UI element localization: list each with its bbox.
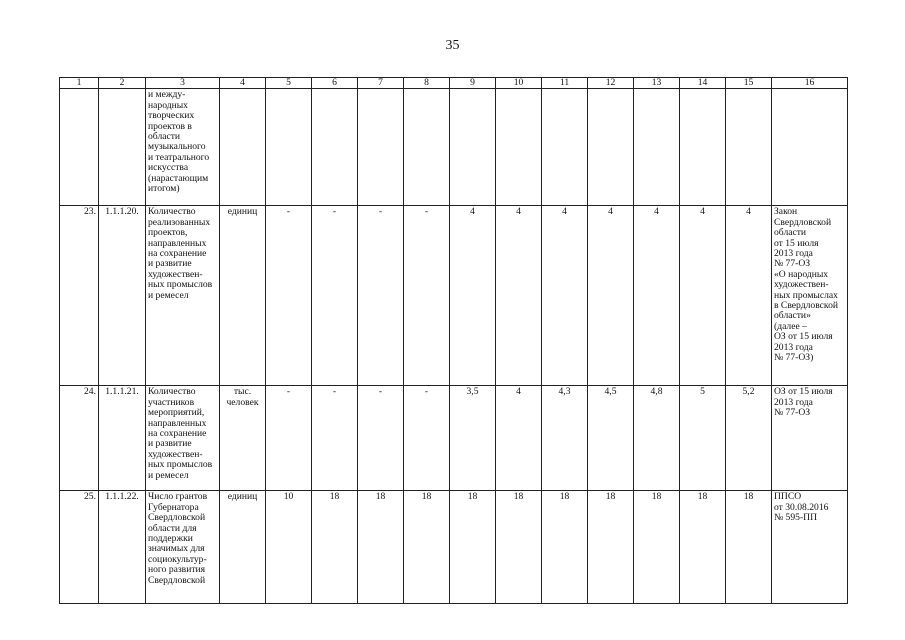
indicators-table xyxy=(59,77,848,604)
table-cell: 18 xyxy=(542,491,588,604)
table-cell xyxy=(680,89,726,206)
table-cell: - xyxy=(358,206,404,386)
column-number: 16 xyxy=(772,78,848,89)
table-cell: 18 xyxy=(450,491,496,604)
column-number: 5 xyxy=(266,78,312,89)
table-cell: 3,5 xyxy=(450,386,496,491)
column-number: 8 xyxy=(404,78,450,89)
column-number: 7 xyxy=(358,78,404,89)
table-cell xyxy=(450,89,496,206)
table-cell: 18 xyxy=(680,491,726,604)
table-cell: - xyxy=(312,386,358,491)
column-number: 10 xyxy=(496,78,542,89)
table-cell: - xyxy=(312,206,358,386)
table-cell: 18 xyxy=(496,491,542,604)
table-cell xyxy=(634,89,680,206)
table-cell: 5 xyxy=(680,386,726,491)
column-number: 2 xyxy=(99,78,146,89)
table-cell: тыс. человек xyxy=(220,386,266,491)
table-cell: ОЗ от 15 июля 2013 года № 77-ОЗ xyxy=(772,386,848,491)
table-cell: 18 xyxy=(404,491,450,604)
table-cell: 4 xyxy=(726,206,772,386)
table-cell: 18 xyxy=(312,491,358,604)
table-cell: ППСО от 30.08.2016 № 595-ПП xyxy=(772,491,848,604)
column-number: 6 xyxy=(312,78,358,89)
table-cell: Закон Свердловской области от 15 июля 2013 года № 77-ОЗ «О народных художествен- ных промыслах в Свердловской области» (далее – ОЗ от 15 июля 2013 года № 77-ОЗ) xyxy=(772,206,848,386)
table-cell: 5,2 xyxy=(726,386,772,491)
table-cell: 4 xyxy=(680,206,726,386)
table-cell: 10 xyxy=(266,491,312,604)
table-cell xyxy=(772,89,848,206)
table-cell xyxy=(588,89,634,206)
table-cell: - xyxy=(404,206,450,386)
table-cell xyxy=(220,89,266,206)
table-cell xyxy=(542,89,588,206)
table-cell: 4,8 xyxy=(634,386,680,491)
table-cell: 1.1.1.20. xyxy=(99,206,146,386)
table-cell: 25. xyxy=(60,491,99,604)
table-cell: 4 xyxy=(496,206,542,386)
table-cell: 24. xyxy=(60,386,99,491)
column-number: 4 xyxy=(220,78,266,89)
table-cell: 4,3 xyxy=(542,386,588,491)
table-cell: и между- народных творческих проектов в области музыкального и театрального искусства (нарастающим итогом) xyxy=(146,89,220,206)
column-number-row xyxy=(60,78,848,89)
table-cell: единиц xyxy=(220,491,266,604)
table-cell: 1.1.1.22. xyxy=(99,491,146,604)
table-cell: 18 xyxy=(634,491,680,604)
column-number: 1 xyxy=(60,78,99,89)
table-row xyxy=(60,206,848,386)
column-number: 9 xyxy=(450,78,496,89)
table-cell: 4 xyxy=(542,206,588,386)
table-cell: 4,5 xyxy=(588,386,634,491)
table-cell: - xyxy=(266,386,312,491)
table-cell xyxy=(266,89,312,206)
table-cell xyxy=(358,89,404,206)
table-cell xyxy=(496,89,542,206)
column-number: 13 xyxy=(634,78,680,89)
table-cell: Количество участников мероприятий, направленных на сохранение и развитие художествен- ных промыслов и ремесел xyxy=(146,386,220,491)
page-number: 35 xyxy=(445,38,460,53)
table-cell: 1.1.1.21. xyxy=(99,386,146,491)
table-cell: - xyxy=(358,386,404,491)
table-row xyxy=(60,491,848,604)
table-cell: 18 xyxy=(358,491,404,604)
table-body xyxy=(60,78,848,604)
table-cell: Количество реализованных проектов, направленных на сохранение и развитие художествен- ных промыслов и ремесел xyxy=(146,206,220,386)
table-row xyxy=(60,386,848,491)
table-cell: - xyxy=(266,206,312,386)
table-cell: 23. xyxy=(60,206,99,386)
table-cell xyxy=(99,89,146,206)
column-number: 14 xyxy=(680,78,726,89)
table-cell xyxy=(726,89,772,206)
table-cell: - xyxy=(404,386,450,491)
column-number: 3 xyxy=(146,78,220,89)
table-cell xyxy=(312,89,358,206)
table-cell: 4 xyxy=(588,206,634,386)
table-cell: 4 xyxy=(634,206,680,386)
table-cell: единиц xyxy=(220,206,266,386)
table-cell: 18 xyxy=(726,491,772,604)
table-cell: Число грантов Губернатора Свердловской области для поддержки значимых для социокультур- ного развития Свердловской xyxy=(146,491,220,604)
table-cell: 4 xyxy=(450,206,496,386)
table-row xyxy=(60,89,848,206)
table-cell: 18 xyxy=(588,491,634,604)
table-cell: 4 xyxy=(496,386,542,491)
column-number: 15 xyxy=(726,78,772,89)
table-cell xyxy=(60,89,99,206)
table-cell xyxy=(404,89,450,206)
column-number: 11 xyxy=(542,78,588,89)
column-number: 12 xyxy=(588,78,634,89)
